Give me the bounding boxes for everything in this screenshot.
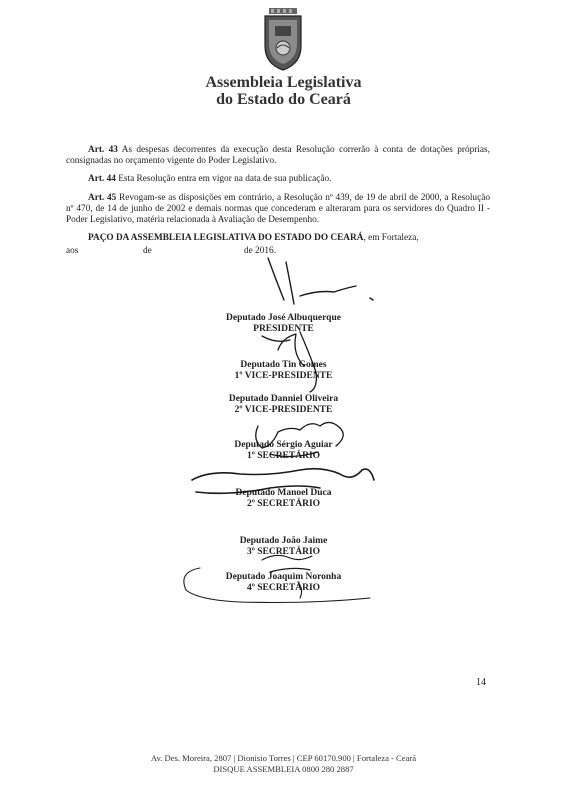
organization-name-line2: do Estado do Ceará	[216, 91, 351, 108]
signature-president	[268, 258, 373, 304]
signatory-role: PRESIDENTE	[253, 324, 314, 334]
signature-3rd-secretary	[262, 555, 312, 572]
signatory-role: 2º SECRETÁRIO	[246, 499, 321, 509]
signature-2nd-secretary	[192, 469, 374, 494]
signature-4th-secretary	[184, 568, 370, 603]
date-aos: aos	[66, 246, 79, 256]
signatory-name: Deputado Sérgio Aguiar	[234, 440, 333, 450]
signatory-name: Deputado José Albuquerque	[226, 313, 341, 323]
article-number: Art. 45	[88, 193, 117, 203]
article-number: Art. 44	[88, 174, 116, 184]
footer-phone: DISQUE ASSEMBLEIA 0800 280 2887	[213, 764, 354, 774]
closing-place: PAÇO DA ASSEMBLEIA LEGISLATIVA DO ESTADO DO CEARÁ	[88, 233, 364, 243]
footer-address: Av. Des. Moreira, 2807 | Dionisio Torres | CEP 60170.900 | Fortaleza - Ceará	[150, 753, 417, 763]
article-text: As despesas decorrentes da execução desta Resolução correrão à conta de dotações próprias, consignadas no orçamento vigente do Poder Legislativo.	[66, 145, 490, 166]
closing-rest: , em Fortaleza,	[363, 233, 419, 243]
signature-1st-secretary	[256, 422, 343, 456]
date-year: de 2016.	[244, 246, 277, 256]
signatory-name: Deputado João Jaime	[239, 536, 328, 546]
signatory-role: 1º VICE-PRESIDENTE	[234, 371, 333, 381]
signatory-role: 4º SECRETÁRIO	[246, 583, 321, 593]
signatory-role: 1º SECRETÁRIO	[246, 451, 321, 461]
signature-1st-vice	[262, 332, 316, 392]
article-text: Esta Resolução entra em vigor na data de sua publicação.	[115, 174, 332, 184]
signatory-name: Deputado Tin Gomes	[240, 360, 327, 370]
article-number: Art. 43	[88, 145, 118, 155]
signatory-name: Deputado Danniel Oliveira	[228, 394, 339, 404]
signatory-name: Deputado Joaquim Noronha	[225, 572, 342, 582]
article-text: Revogam-se as disposições em contrário, a Resolução nº 439, de 19 de abril de 2000, a Resolução nº 470, de 14 de junho de 2002 e demais normas que concederam e alteraram para os servidores do Quadro II - Poder Legislativo, matéria relacionada à Avaliação de Desempenho.	[66, 193, 490, 225]
signatory-name: Deputado Manoel Duca	[235, 488, 332, 498]
page-number: 14	[476, 677, 486, 688]
signatory-role: 2º VICE-PRESIDENTE	[234, 405, 333, 415]
organization-name-line1: Assembleia Legislativa	[205, 74, 362, 91]
date-de: de	[143, 246, 152, 256]
signatory-role: 3º SECRETÁRIO	[246, 547, 321, 557]
